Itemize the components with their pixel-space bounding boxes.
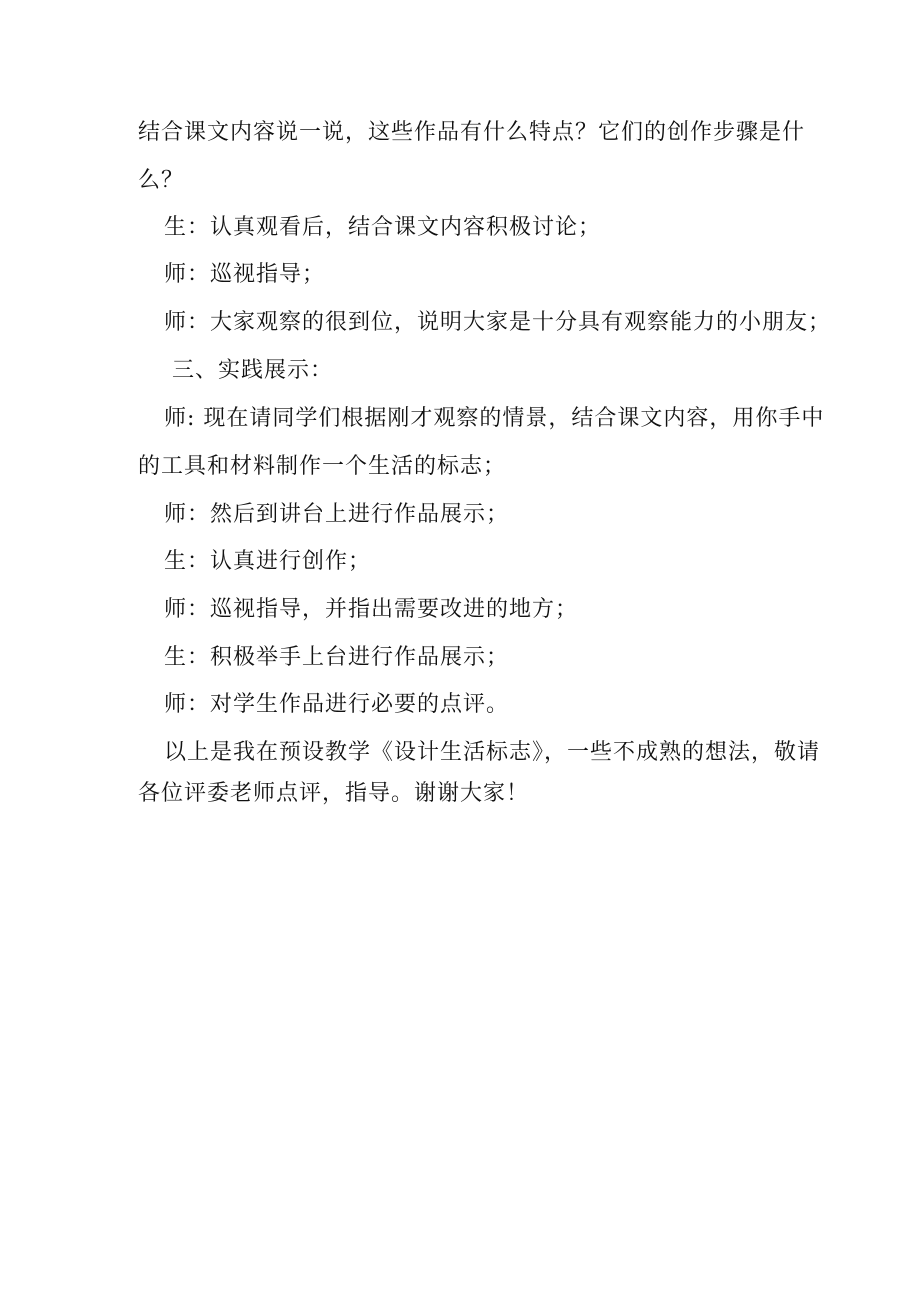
- text-line: 的工具和材料制作一个生活的标志；: [138, 454, 507, 479]
- section-heading: 三、实践展示：: [172, 358, 334, 383]
- text-line: 以上是我在预设教学《设计生活标志》，一些不成熟的想法，敬请: [164, 740, 821, 765]
- text-line: 么？: [138, 168, 185, 193]
- text-line: 生：认真进行创作；: [164, 549, 372, 574]
- text-line: 师: 现在请同学们根据刚才观察的情景，结合课文内容，用你手中: [164, 406, 825, 431]
- text-line: 结合课文内容说一说，这些作品有什么特点？它们的创作步骤是什: [138, 120, 806, 145]
- text-line: 师：大家观察的很到位，说明大家是十分具有观察能力的小朋友；: [164, 310, 832, 335]
- text-line: 师：然后到讲台上进行作品展示；: [164, 502, 510, 527]
- text-line: 师：巡视指导；: [164, 262, 326, 287]
- text-line: 生：认真观看后，结合课文内容积极讨论；: [164, 215, 602, 240]
- text-line: 生：积极举手上台进行作品展示；: [164, 645, 510, 670]
- text-line: 师：巡视指导，并指出需要改进的地方；: [164, 597, 579, 622]
- text-line: 师：对学生作品进行必要的点评。: [164, 692, 510, 717]
- text-line: 各位评委老师点评，指导。谢谢大家！: [138, 781, 530, 806]
